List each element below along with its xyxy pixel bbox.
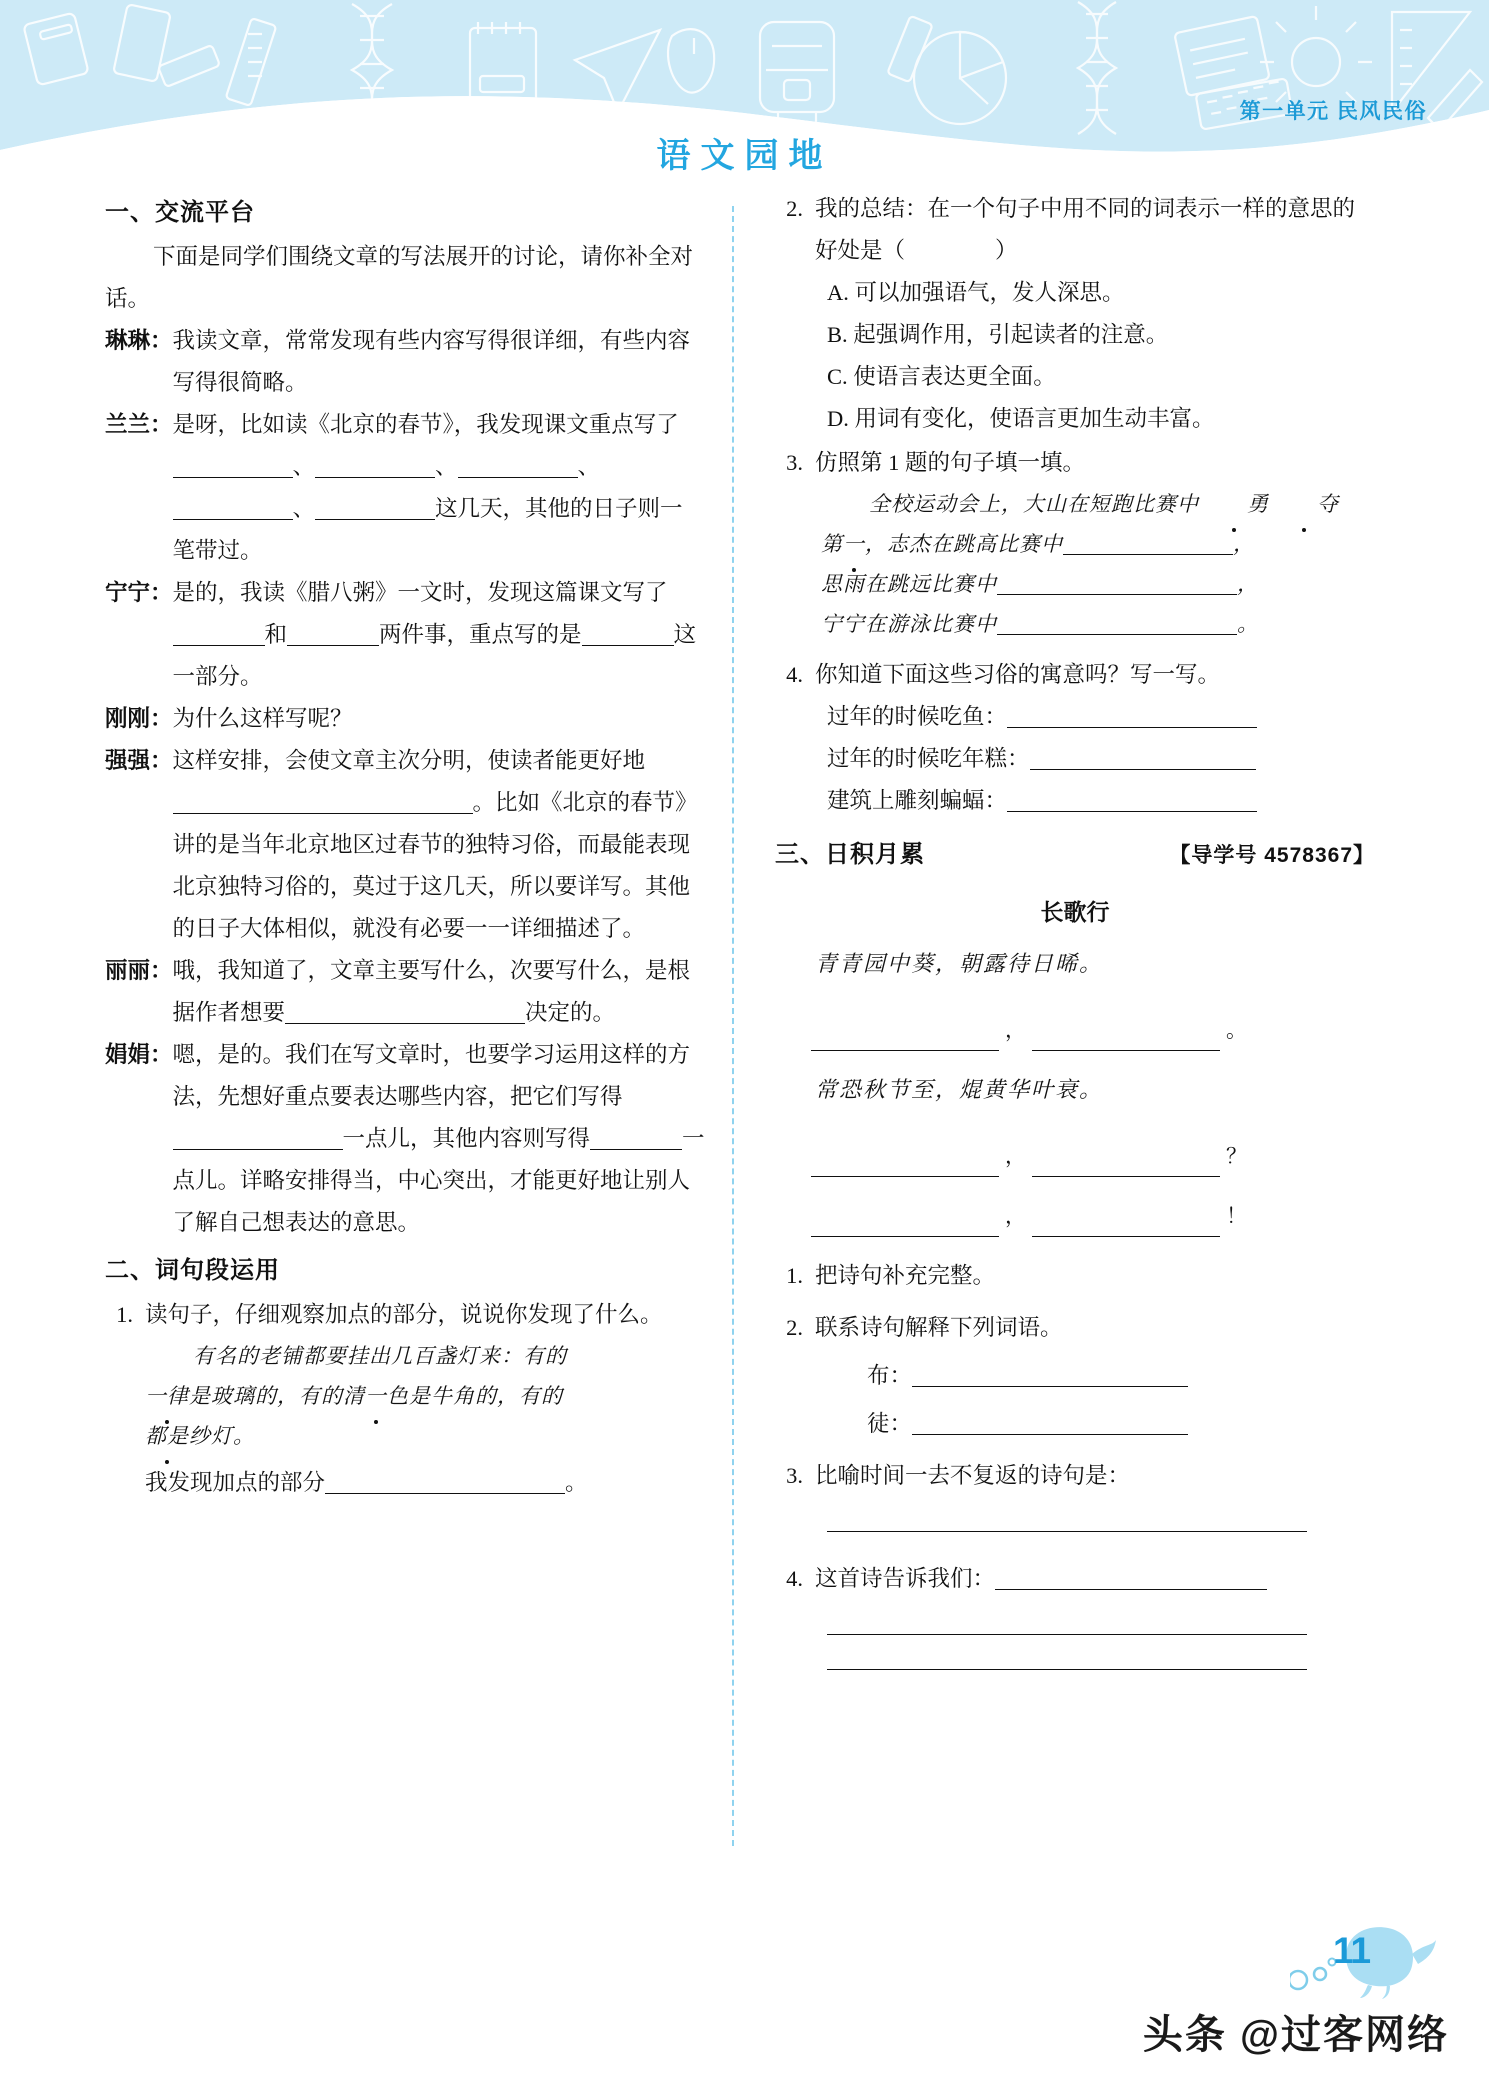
speaker-name-juanjuan: 娟娟： — [105, 1042, 173, 1067]
question-row-2-3 — [775, 442, 1375, 484]
poem-comma-1: ， — [1005, 1018, 1026, 1042]
option-a[interactable]: A. 可以加强语气，发人深思。 — [827, 280, 1125, 305]
question-row-3-2 — [775, 1307, 1375, 1349]
poem-title: 长歌行 — [1040, 899, 1110, 925]
blank-field[interactable] — [173, 496, 293, 520]
blank-field[interactable] — [315, 496, 435, 520]
q3-example-line — [821, 484, 1375, 524]
blank-field[interactable] — [1032, 1153, 1220, 1177]
at-icon: @ — [1239, 2013, 1281, 2057]
speaker-text-ganggang: 为什么这样写呢？ — [172, 706, 353, 731]
blank-field[interactable] — [997, 571, 1237, 595]
poem-exclaim-3: ！ — [1226, 1204, 1247, 1228]
q3-dot-1: 勇 — [1247, 492, 1269, 516]
vocab-label-bu: 布： — [867, 1363, 913, 1388]
juanjuan-text-after: 一点儿。详略安排得当，中心突出，才能更好地让别人了解自己想表达的意思。 — [172, 1126, 705, 1235]
question-row-3-3 — [775, 1455, 1375, 1497]
lanlan-sep-2: 、 — [435, 454, 458, 479]
question-number: 2. — [786, 196, 803, 221]
speaker-text-linlin: 我读文章，常常发现有些内容写得很详细，有些内容写得很简略。 — [172, 328, 691, 395]
speaker-name-ningning: 宁宁： — [105, 580, 173, 605]
vocab-row-bu — [775, 1355, 1375, 1397]
question-number: 1. — [116, 1302, 133, 1327]
question-text: 联系诗句解释下列词语。 — [815, 1315, 1063, 1340]
ningning-text-end: 这一部分。 — [172, 622, 697, 689]
q3-tail-1: ， — [1233, 532, 1255, 556]
section-two-heading: 二、词句段运用 — [105, 1257, 280, 1284]
quote-plain-b: 是玻璃的，有的 — [189, 1384, 343, 1408]
section-one-heading: 一、交流平台 — [105, 199, 255, 226]
q4-item-1 — [775, 696, 1375, 738]
page-number: 11 — [1333, 1930, 1371, 1971]
emphasis-dotted-text — [145, 1376, 189, 1416]
section-one-intro: 下面是同学们围绕文章的写法展开的讨论，请你补全对话。 — [105, 244, 694, 311]
blank-field[interactable] — [997, 611, 1237, 635]
blank-field[interactable] — [173, 790, 473, 814]
speaker-text-lanlan — [173, 404, 705, 572]
speaker-text-juanjuan — [173, 1034, 705, 1244]
quote-line-1: 有名的老铺都要挂出几百盏灯来：有的 — [193, 1344, 567, 1368]
lanlan-sep-4: 、 — [292, 496, 316, 521]
option-d[interactable]: D. 用词有变化，使语言更加生动丰富。 — [827, 406, 1215, 431]
content-area — [0, 186, 1489, 1976]
poem-blank-row-3 — [775, 1195, 1375, 1237]
speaker-name-qiangqiang: 强强： — [105, 748, 173, 773]
question-text — [815, 1558, 1375, 1600]
speaker-name-lanlan: 兰兰： — [105, 412, 173, 437]
question-row-2-2 — [775, 188, 1375, 272]
blank-field[interactable] — [582, 622, 674, 646]
speaker-text-ningning — [173, 572, 705, 698]
question-text: 比喻时间一去不复返的诗句是： — [815, 1463, 1131, 1488]
blank-field[interactable] — [912, 1411, 1188, 1435]
section-three-header-row — [775, 834, 1375, 877]
watermark-prefix: 头条 — [1142, 2013, 1227, 2057]
speaker-text-lili — [173, 950, 705, 1034]
emphasis-dotted-text — [145, 1416, 189, 1456]
quote-dot-c: 清一色 — [343, 1384, 409, 1408]
blank-field[interactable] — [315, 454, 435, 478]
juanjuan-text-before: 嗯，是的。我们在写文章时，也要学习运用这样的方法，先想好重点要表达哪些内容，把它们写得 — [172, 1042, 691, 1109]
blank-field[interactable] — [1032, 1213, 1220, 1237]
option-c[interactable]: C. 使语言表达更全面。 — [827, 364, 1056, 389]
q4-item-label-2: 过年的时候吃年糕： — [827, 746, 1030, 771]
column-divider — [732, 206, 734, 1846]
q1-answer-tail: 。 — [565, 1470, 588, 1495]
q4-item-label-1: 过年的时候吃鱼： — [827, 704, 1008, 729]
dialogue-row-lili — [105, 950, 705, 1034]
q3-example-text-c: ，志杰在跳高比赛中 — [865, 532, 1063, 556]
blank-field[interactable] — [590, 1126, 682, 1150]
speaker-name-lili: 丽丽： — [105, 958, 173, 983]
question-number: 3. — [786, 1463, 803, 1488]
question-text: 你知道下面这些习俗的寓意吗？写一写。 — [815, 662, 1221, 687]
lanlan-text-before: 是呀，比如读《北京的春节》，我发现课文重点写了 — [172, 412, 679, 437]
blank-field[interactable] — [173, 1126, 343, 1150]
qiangqiang-text-before: 这样安排，会使文章主次分明，使读者能更好地 — [172, 748, 646, 773]
poem-line-1: 青青园中葵，朝露待日晞。 — [815, 951, 1104, 976]
question-number: 1. — [786, 1263, 803, 1288]
blank-field[interactable] — [173, 622, 265, 646]
question-number: 3. — [786, 450, 803, 475]
q1-answer-label: 我发现加点的部分 — [145, 1470, 326, 1495]
blank-field[interactable] — [811, 1027, 999, 1051]
q3-example-text-b: 第 — [821, 532, 843, 556]
watermark — [1143, 2003, 1449, 2060]
q4-item-3 — [775, 780, 1375, 822]
dialogue-row-lanlan — [105, 404, 705, 572]
q3-example-text-a: 全校运动会上，大山在短跑比赛中 — [869, 492, 1199, 516]
q3-fill-line-2 — [821, 564, 1375, 604]
emphasis-dotted-text — [1269, 484, 1339, 524]
section-three-heading: 三、日积月累 — [775, 841, 925, 868]
answer-line[interactable] — [827, 1531, 1307, 1532]
question-row-2-1 — [105, 1294, 705, 1336]
quote-dot-e: 都是 — [145, 1424, 189, 1448]
blank-field[interactable] — [1007, 704, 1257, 728]
blank-field[interactable] — [1032, 1027, 1220, 1051]
question-text: 我的总结：在一个句子中用不同的词表示一样的意思的好处是（ ） — [815, 196, 1356, 263]
q3-dot-3: 一 — [843, 532, 865, 556]
poem-line-2: 常恐秋节至，焜黄华叶衰。 — [815, 1077, 1104, 1102]
q3-tail-3: 。 — [1237, 612, 1259, 636]
left-column — [105, 186, 705, 1926]
question-row-3-1 — [775, 1255, 1375, 1297]
q1-answer-row — [105, 1462, 705, 1504]
dialogue-row-qiangqiang — [105, 740, 705, 950]
q3-fill-line-3 — [821, 604, 1375, 644]
lanlan-sep-3: 、 — [577, 454, 601, 479]
quote-dot-a: 一律 — [145, 1384, 189, 1408]
q3-fill-line-1 — [821, 524, 1375, 564]
question-text: 读句子，仔细观察加点的部分，说说你发现了什么。 — [145, 1302, 663, 1327]
question-text-label: 这首诗告诉我们： — [815, 1566, 996, 1591]
q3-dot-2: 夺 — [1317, 492, 1339, 516]
dialogue-row-ganggang — [105, 698, 705, 740]
blank-field[interactable] — [285, 1000, 525, 1024]
ningning-text-after: 两件事，重点写的是 — [379, 622, 582, 647]
blank-field[interactable] — [458, 454, 578, 478]
question-number: 4. — [786, 1566, 803, 1591]
question-text: 把诗句补充完整。 — [815, 1263, 996, 1288]
speaker-text-qiangqiang — [173, 740, 705, 950]
unit-label: 第一单元 民风民俗 — [1239, 100, 1427, 123]
quote-plain-d: 是牛角的，有的 — [409, 1384, 563, 1408]
q3-fill-text-2: 思雨在跳远比赛中 — [821, 572, 997, 596]
blank-field[interactable] — [173, 454, 293, 478]
answer-line[interactable] — [827, 1669, 1307, 1670]
poem-period-1: 。 — [1226, 1018, 1247, 1042]
emphasis-dotted-text — [343, 1376, 409, 1416]
blank-field[interactable] — [811, 1213, 999, 1237]
dialogue-row-juanjuan — [105, 1034, 705, 1244]
quote-plain-f: 纱灯。 — [189, 1424, 255, 1448]
quote-line-2 — [145, 1376, 705, 1416]
right-column — [775, 186, 1375, 1926]
dialogue-row-linlin — [105, 320, 705, 404]
q4-item-label-3: 建筑上雕刻蝙蝠： — [827, 788, 1008, 813]
ningning-text-before: 是的，我读《腊八粥》一文时，发现这篇课文写了 — [172, 580, 668, 605]
blank-field[interactable] — [325, 1470, 565, 1494]
poem-question-2: ？ — [1226, 1144, 1247, 1168]
guide-number-badge: 【导学号 4578367】 — [1169, 844, 1375, 867]
vocab-label-tu: 徒： — [867, 1411, 913, 1436]
q3-example-block — [775, 484, 1375, 644]
emphasis-dotted-text — [843, 524, 865, 564]
blank-field[interactable] — [287, 622, 379, 646]
q3-fill-text-3: 宁宁在游泳比赛中 — [821, 612, 997, 636]
quote-line-3 — [145, 1416, 705, 1456]
lanlan-text-after: 这几天，其他的日子则一笔带过。 — [172, 496, 683, 563]
poem-comma-2: ， — [1005, 1144, 1026, 1168]
answer-line[interactable] — [827, 1634, 1307, 1635]
lili-text-before: 哦，我知道了，文章主要写什么，次要写什么，是根据作者想要 — [172, 958, 691, 1025]
question-row-3-4 — [775, 1558, 1375, 1600]
blank-field[interactable] — [912, 1363, 1188, 1387]
speaker-name-ganggang: 刚刚： — [105, 706, 173, 731]
q3-tail-2: ， — [1237, 572, 1259, 596]
quoted-passage — [105, 1336, 705, 1456]
question-row-2-4 — [775, 654, 1375, 696]
vocab-row-tu — [775, 1403, 1375, 1445]
blank-field[interactable] — [995, 1566, 1267, 1590]
juanjuan-text-mid: 一点儿，其他内容则写得 — [342, 1126, 591, 1151]
lanlan-sep-1: 、 — [292, 454, 316, 479]
blank-field[interactable] — [1007, 788, 1257, 812]
option-b[interactable]: B. 起强调作用，引起读者的注意。 — [827, 322, 1169, 347]
dialogue-row-ningning — [105, 572, 705, 698]
question-text: 仿照第 1 题的句子填一填。 — [815, 450, 1086, 475]
ningning-text-mid: 和 — [264, 622, 288, 647]
question-number: 4. — [786, 662, 803, 687]
poem-comma-3: ， — [1005, 1204, 1026, 1228]
q4-item-2 — [775, 738, 1375, 780]
question-number: 2. — [786, 1315, 803, 1340]
poem-blank-row-1 — [775, 1009, 1375, 1051]
blank-field[interactable] — [1030, 746, 1256, 770]
qiangqiang-text-after: 。比如《北京的春节》讲的是当年北京地区过春节的独特习俗，而最能表现北京独特习俗的，莫过于这几天，所以要详写。其他的日子大体相似，就没有必要一一详细描述了。 — [172, 790, 698, 941]
speaker-name-linlin: 琳琳： — [105, 328, 173, 353]
watermark-name: 过客网络 — [1281, 2013, 1449, 2057]
poem-blank-row-2 — [775, 1135, 1375, 1177]
emphasis-dotted-text — [1199, 484, 1269, 524]
blank-field[interactable] — [1063, 531, 1233, 555]
lili-text-after: 决定的。 — [525, 1000, 616, 1025]
page-title: 语文园地 — [656, 137, 833, 175]
blank-field[interactable] — [811, 1153, 999, 1177]
